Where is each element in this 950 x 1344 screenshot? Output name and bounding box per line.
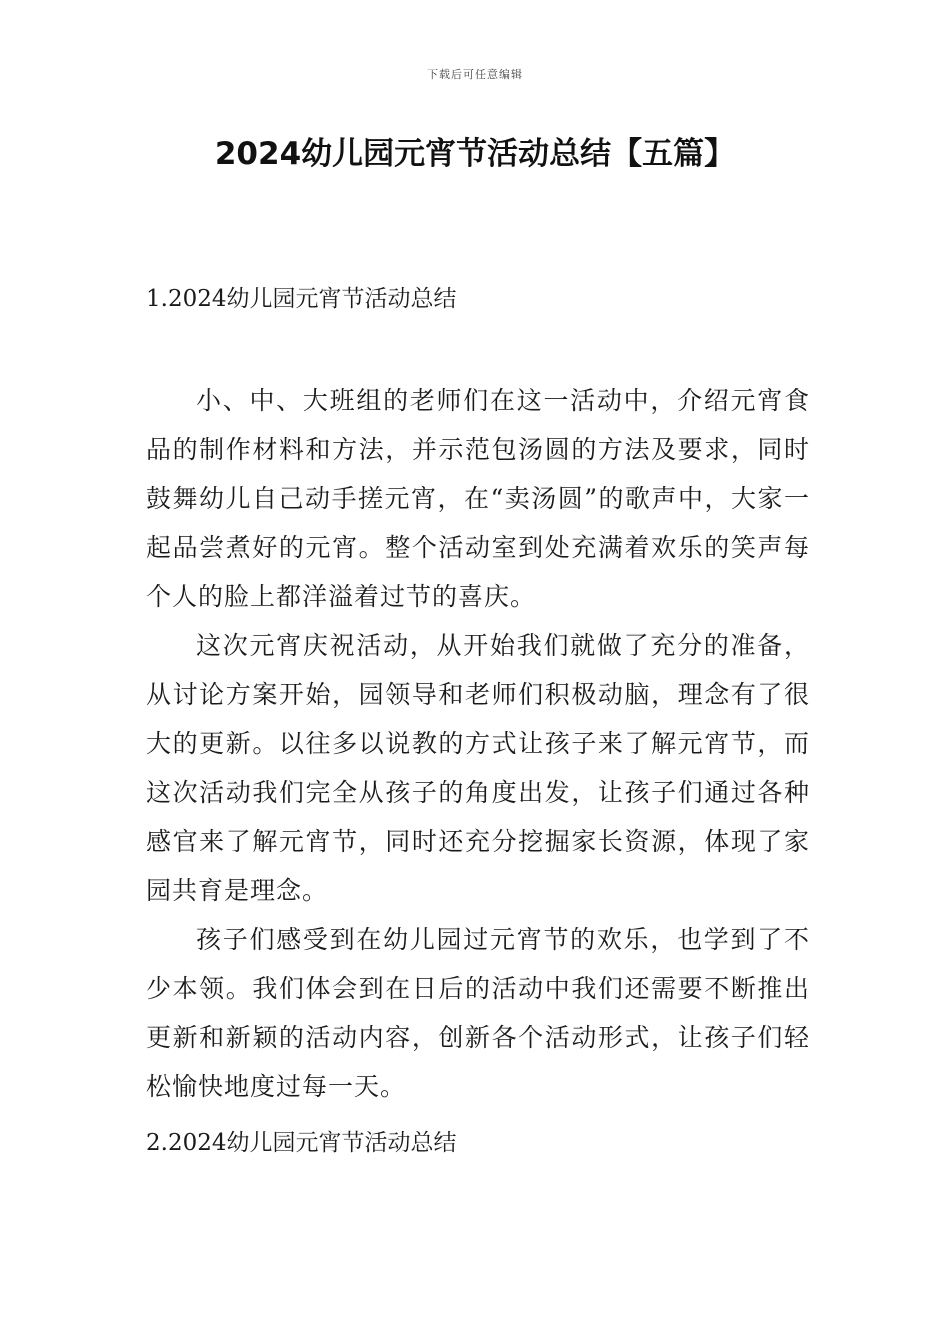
section-body-1	[146, 376, 810, 1111]
paragraph: 这次元宵庆祝活动，从开始我们就做了充分的准备，从讨论方案开始，园领导和老师们积极动脑，理念有了很大的更新。以往多以说教的方式让孩子来了解元宵节，而这次活动我们完全从孩子的角度出发，让孩子们通过各种感官来了解元宵节，同时还充分挖掘家长资源，体现了家园共育是理念。	[146, 631, 810, 905]
paragraph: 小、中、大班组的老师们在这一活动中，介绍元宵食品的制作材料和方法，并示范包汤圆的方法及要求，同时鼓舞幼儿自己动手搓元宵，在“卖汤圆”的歌声中，大家一起品尝煮好的元宵。整个活动室到处充满着欢乐的笑声每个人的脸上都洋溢着过节的喜庆。	[146, 386, 810, 611]
header-note: 下载后可任意编辑	[427, 68, 523, 81]
section-heading-1: 1.2024幼儿园元宵节活动总结	[146, 286, 457, 312]
document-title: 2024幼儿园元宵节活动总结【五篇】	[214, 136, 736, 172]
section-heading-2: 2.2024幼儿园元宵节活动总结	[146, 1130, 457, 1156]
paragraph: 孩子们感受到在幼儿园过元宵节的欢乐，也学到了不少本领。我们体会到在日后的活动中我们还需要不断推出更新和新颖的活动内容，创新各个活动形式，让孩子们轻松愉快地度过每一天。	[146, 925, 810, 1101]
